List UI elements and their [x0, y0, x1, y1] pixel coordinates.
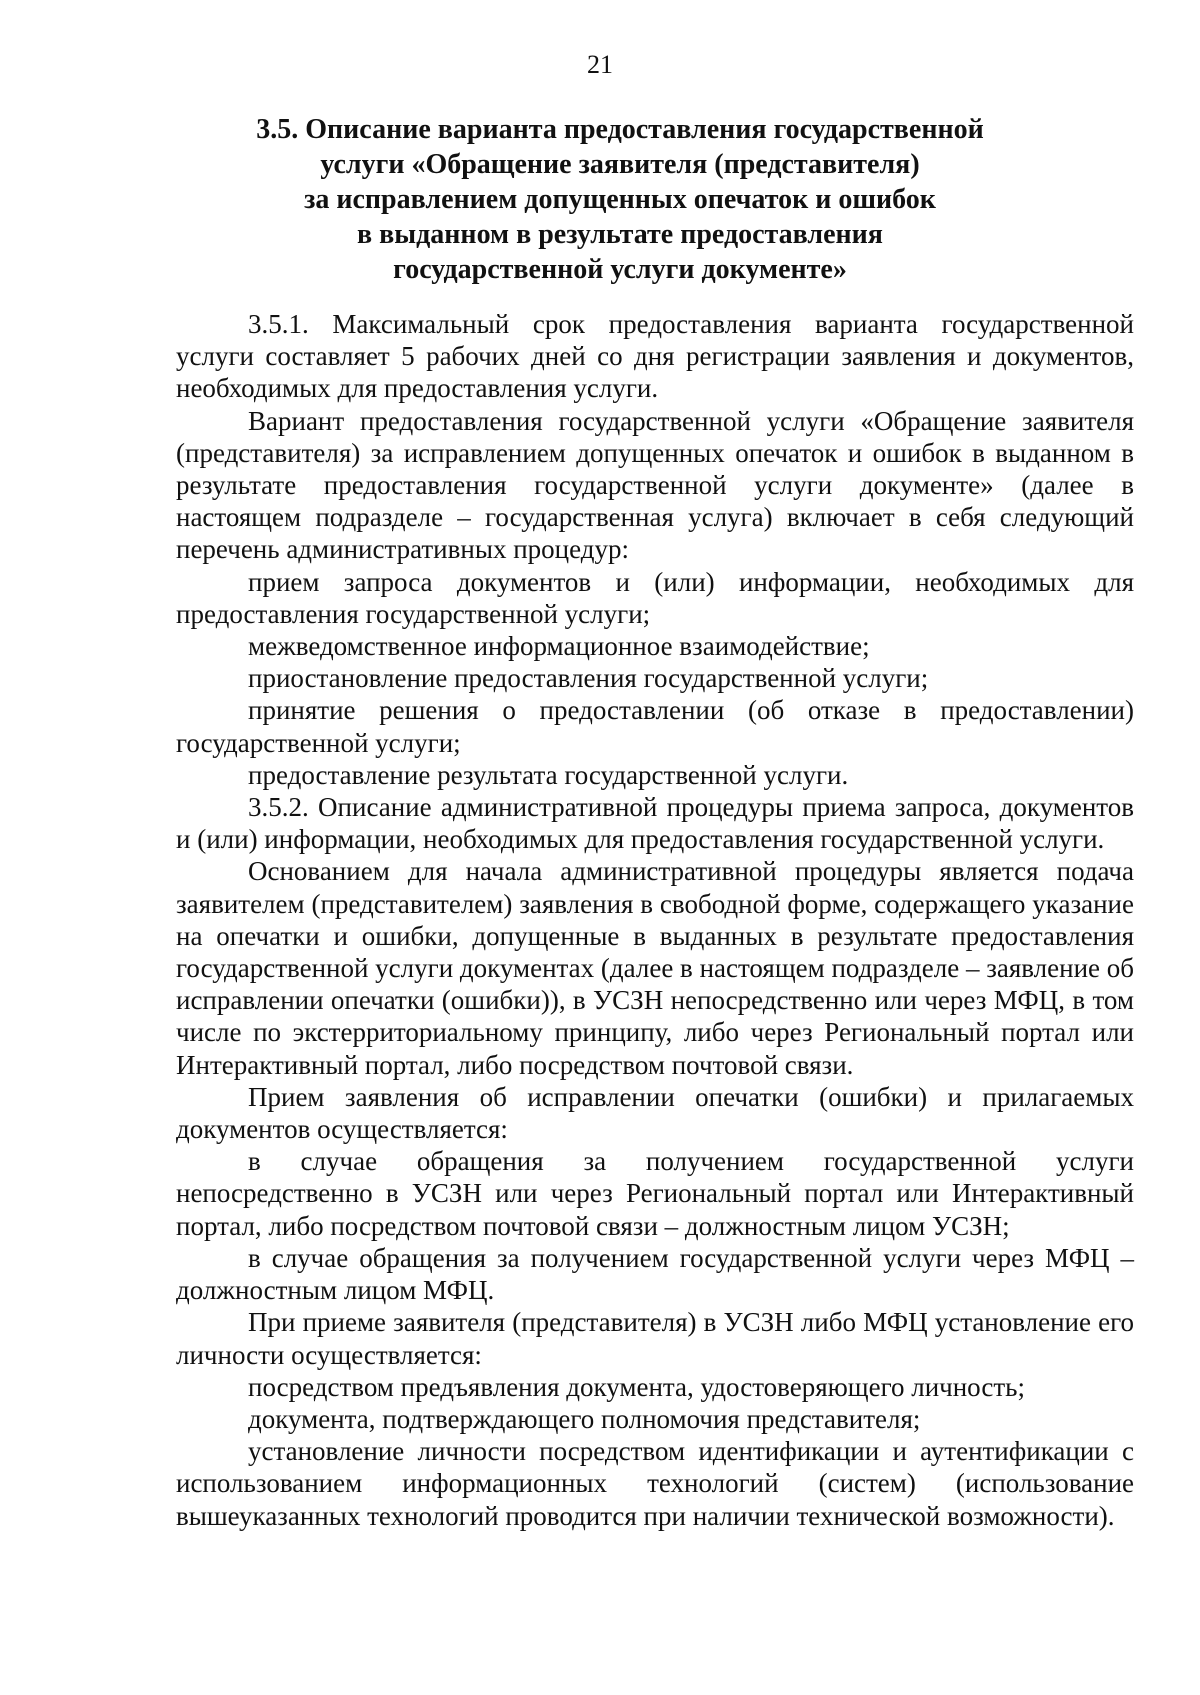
section-title-line: в выданном в результате предоставления: [357, 219, 883, 250]
section-title: [170, 112, 1070, 287]
list-item-identity-method: посредством предъявления документа, удостоверяющего личность;: [248, 1371, 1025, 1402]
list-item-procedure: межведомственное информационное взаимодействие;: [248, 631, 870, 662]
list-item-reception-case: в случае обращения за получением государственной услуги непосредственно в УСЗН или через Региональный портал или Интерактивный портал, либо посредством почтовой связи – должностным лицом УСЗН;: [176, 1146, 1134, 1241]
section-title-line: услуги «Обращение заявителя (представителя): [320, 149, 920, 180]
paragraph-grounds: Основанием для начала административной процедуры является подача заявителем (представителем) заявления в свободной форме, содержащего указание на опечатки и ошибки, допущенные в выданных в результате предоставления государственной услуги документах (далее в настоящем подразделе – заявление об исправлении опечатки (ошибки)), в УСЗН непосредственно или через МФЦ, в том числе по экстерриториальному принципу, либо через Региональный портал или Интерактивный портал, либо посредством почтовой связи.: [176, 856, 1134, 1080]
page-number: 21: [587, 50, 613, 79]
list-item-procedure: предоставление результата государственной услуги.: [248, 759, 849, 790]
list-item-procedure: приостановление предоставления государственной услуги;: [248, 663, 929, 694]
list-item-identity-method: документа, подтверждающего полномочия представителя;: [248, 1403, 921, 1434]
document-body: [176, 308, 1134, 1532]
paragraph-reception: Прием заявления об исправлении опечатки (ошибки) и прилагаемых документов осуществляется:: [176, 1081, 1134, 1145]
paragraph-3-5-1: 3.5.1. Максимальный срок предоставления варианта государственной услуги составляет 5 рабочих дней со дня регистрации заявления и документов, необходимых для предоставления услуги.: [176, 309, 1134, 404]
paragraph-variant-description: Вариант предоставления государственной услуги «Обращение заявителя (представителя) за исправлением допущенных опечаток и ошибок в выданном в результате предоставления государственной услуги документе» (далее в настоящем подразделе – государственная услуга) включает в себя следующий перечень административных процедур:: [176, 405, 1134, 565]
list-item-reception-case: в случае обращения за получением государственной услуги через МФЦ – должностным лицом МФЦ.: [176, 1242, 1134, 1306]
list-item-procedure: принятие решения о предоставлении (об отказе в предоставлении) государственной услуги;: [176, 695, 1134, 758]
section-title-line: государственной услуги документе»: [393, 254, 847, 285]
paragraph-3-5-2: 3.5.2. Описание административной процедуры приема запроса, документов и (или) информации, необходимых для предоставления государственной услуги.: [176, 792, 1134, 855]
list-item-procedure: прием запроса документов и (или) информации, необходимых для предоставления государственной услуги;: [176, 566, 1134, 629]
section-title-line: за исправлением допущенных опечаток и ошибок: [304, 184, 936, 215]
paragraph-identity: При приеме заявителя (представителя) в УСЗН либо МФЦ установление его личности осуществляется:: [176, 1307, 1134, 1370]
section-title-line: 3.5. Описание варианта предоставления государственной: [256, 114, 984, 145]
list-item-identity-method: установление личности посредством идентификации и аутентификации с использованием информационных технологий (систем) (использование вышеуказанных технологий проводится при наличии технической возможности).: [176, 1436, 1134, 1531]
